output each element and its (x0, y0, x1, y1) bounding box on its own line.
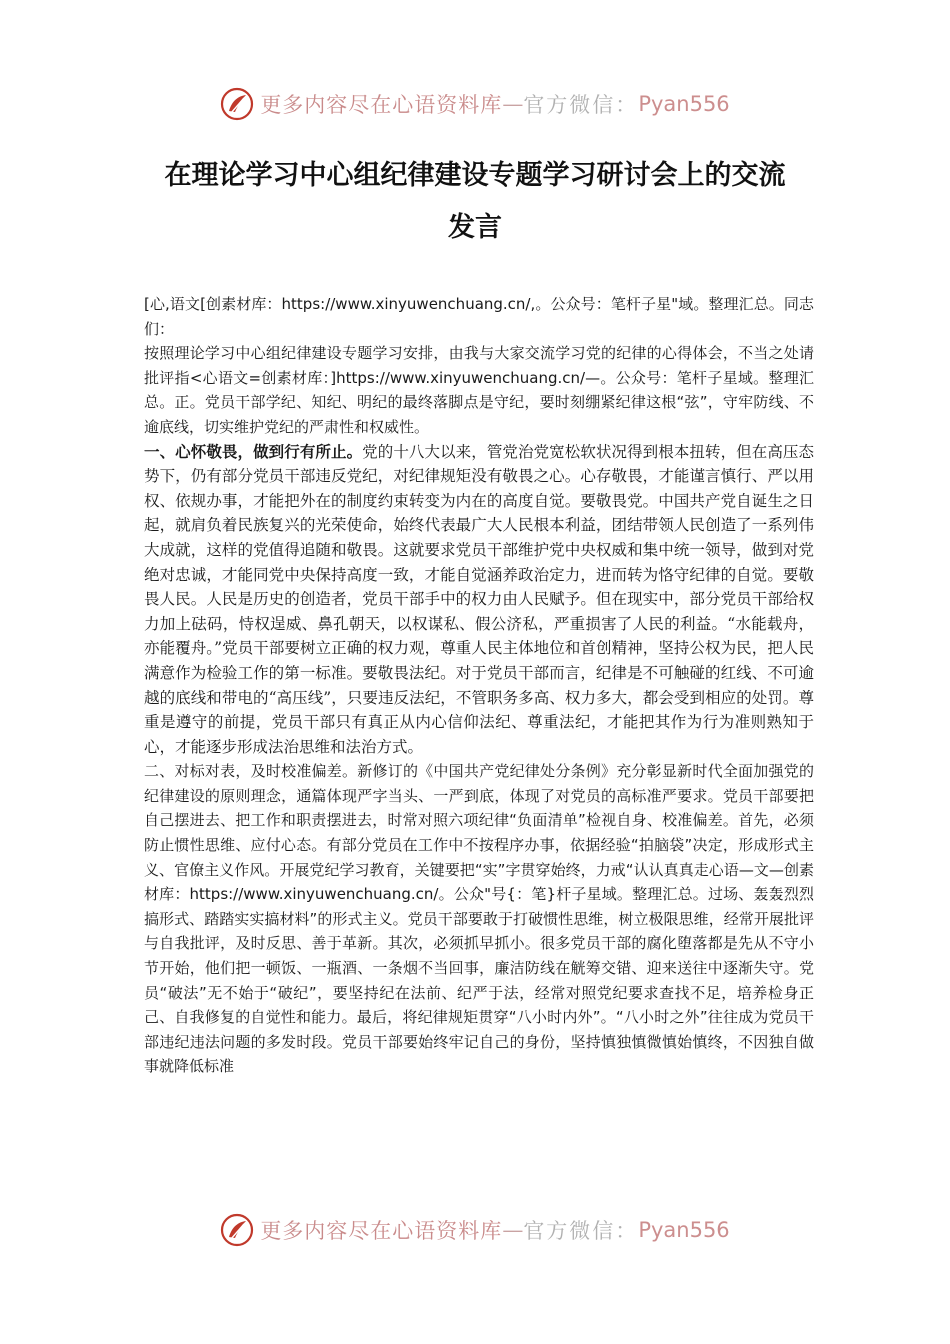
section-1-paragraph (144, 440, 814, 760)
banner-meta: 官方微信： (523, 93, 639, 117)
logo-icon (220, 1213, 254, 1247)
banner-separator: — (502, 92, 524, 116)
banner-meta: 官方微信： (523, 1219, 639, 1243)
title-line-1: 在理论学习中心组纪律建设专题学习研讨会上的交流 (164, 160, 786, 191)
banner-text: 更多内容尽在心语资料库 (260, 93, 503, 117)
section-2-paragraph: 二、对标对表，及时校准偏差。新修订的《中国共产党纪律处分条例》充分彰显新时代全面加强党的纪律建设的原则理念，通篇体现严字当头、一严到底，体现了对党员的高标准严要求。党员干部要把自己摆进去、把工作和职责摆进去，时常对照六项纪律“负面清单”检视自身、校准偏差。首先，必须防止惯性思维、应付心态。有部分党员在工作中不按程序办事，依据经验“拍脑袋”决定，形成形式主义、官僚主义作风。开展党纪学习教育，关键要把“实”字贯穿始终，力戒“认认真真走心语—文—创素材库：https://www.xinyuwenchuang.cn/。公众"号{：笔}杆子星域。整理汇总。过场、轰轰烈烈搞形式、踏踏实实搞材料”的形式主义。党员干部要敢于打破惯性思维，树立极限思维，经常开展批评与自我批评，及时反思、善于革新。其次，必须抓早抓小。很多党员干部的腐化堕落都是先从不守小节开始，他们把一顿饭、一瓶酒、一条烟不当回事，廉洁防线在觥筹交错、迎来送往中逐渐失守。党员“破法”无不始于“破纪”，要坚持纪在法前、纪严于法，经常对照党纪要求查找不足，培养检身正己、自我修复的自觉性和能力。最后，将纪律规矩贯穿“八小时内外”。“八小时之外”往往成为党员干部违纪违法问题的多发时段。党员干部要始终牢记自己的身份，坚持慎独慎微慎始慎终，不因独自做事就降低标准 (144, 762, 814, 1076)
intro-paragraph-2: 按照理论学习中心组纪律建设专题学习安排，由我与大家交流学习党的纪律的心得体会，不当之处请批评指<心语文=创素材库：]https://www.xinyuwenchuang.cn/—。公众号：笔杆子星域。整理汇总。正。党员干部学纪、知纪、明纪的最终落脚点是守纪，要时刻绷紧纪律这根“弦”，守牢防线、不逾底线，切实维护党纪的严肃性和权威性。 (144, 344, 814, 436)
document-title (120, 150, 830, 254)
banner-id: Pyan556 (638, 92, 730, 116)
intro-paragraph-1: [心,语文[创素材库：https://www.xinyuwenchuang.cn/,。公众号：笔杆子星"域。整理汇总。同志们： (144, 295, 814, 338)
section-1-heading: 一、心怀敬畏，做到行有所止。 (144, 441, 363, 461)
footer-banner (0, 1210, 950, 1250)
banner-separator: — (502, 1218, 524, 1242)
document-body (144, 292, 814, 1079)
title-line-2: 发言 (448, 212, 502, 243)
banner-text: 更多内容尽在心语资料库 (260, 1219, 503, 1243)
header-banner (0, 84, 950, 124)
section-1-body: 党的十八大以来，管党治党宽松软状况得到根本扭转，但在高压态势下，仍有部分党员干部违反党纪，对纪律规矩没有敬畏之心。心存敬畏，才能谨言慎行、严以用权、依规办事，才能把外在的制度约束转变为内在的高度自觉。要敬畏党。中国共产党自诞生之日起，就肩负着民族复兴的光荣使命，始终代表最广大人民根本利益，团结带领人民创造了一系列伟大成就，这样的党值得追随和敬畏。这就要求党员干部维护党中央权威和集中统一领导，做到对党绝对忠诚，才能同党中央保持高度一致，才能自觉涵养政治定力，进而转为恪守纪律的自觉。要敬畏人民。人民是历史的创造者，党员干部手中的权力由人民赋予。但在现实中，部分党员干部给权力加上砝码，恃权逞威、鼻孔朝天，以权谋私、假公济私，严重损害了人民的利益。“水能载舟，亦能覆舟。”党员干部要树立正确的权力观，尊重人民主体地位和首创精神，坚持公权为民，把人民满意作为检验工作的第一标准。要敬畏法纪。对于党员干部而言，纪律是不可触碰的红线、不可逾越的底线和带电的“高压线”，只要违反法纪，不管职务多高、权力多大，都会受到相应的处罚。尊重是遵守的前提，党员干部只有真正从内心信仰法纪、尊重法纪，才能把其作为行为准则熟知于心，才能逐步形成法治思维和法治方式。 (144, 442, 814, 756)
logo-icon (220, 87, 254, 121)
banner-id: Pyan556 (638, 1218, 730, 1242)
